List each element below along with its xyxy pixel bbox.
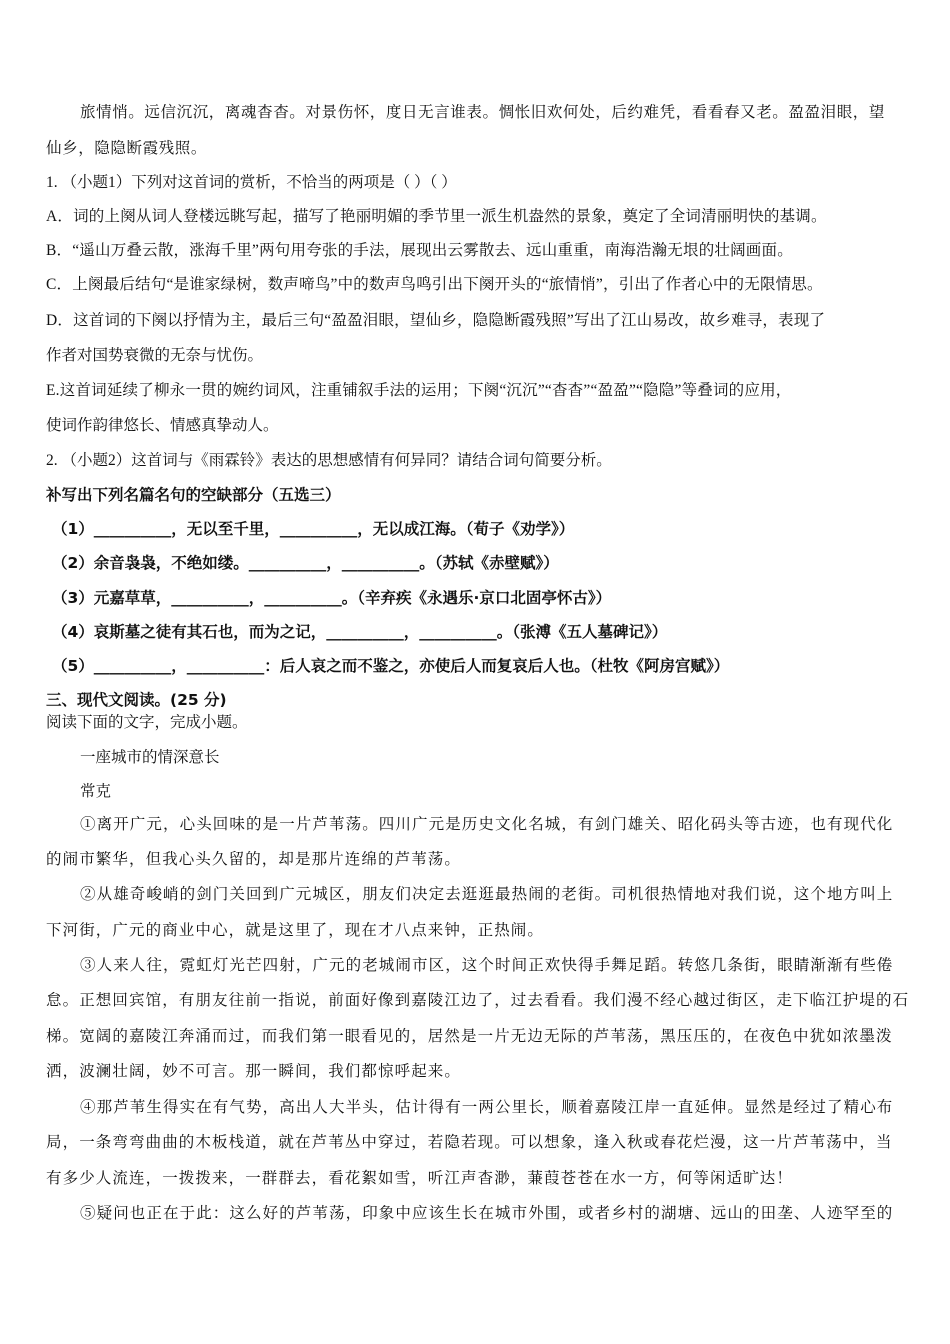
option-a: A．词的上阕从词人登楼远眺写起，描写了艳丽明媚的季节里一派生机盎然的景象，奠定了全词清丽明快的基调。 — [46, 208, 827, 225]
fill-item: （4）哀斯墓之徒有其石也，而为之记，__________，__________。（张溥《五人墓碑记》） — [52, 623, 668, 641]
article-line: 下河街，广元的商业中心，就是这里了，现在才八点来钟，正热闹。 — [46, 921, 545, 939]
section-3-instruction: 阅读下面的文字，完成小题。 — [46, 714, 248, 731]
option-e-cont: 使词作韵律悠长、情感真挚动人。 — [46, 417, 279, 434]
article-author: 常克 — [80, 782, 112, 800]
fill-item: （5）__________，__________：后人哀之而不鉴之，亦使后人而复哀后人也。（杜牧《阿房宫赋》） — [52, 657, 730, 675]
poem-line: 旅情悄。远信沉沉，离魂杳杳。对景伤怀，度日无言谁表。惆怅旧欢何处，后约难凭，看看春又老。盈盈泪眼，望 — [80, 103, 886, 121]
article-line: 怠。正想回宾馆，有朋友往前一指说，前面好像到嘉陵江边了，过去看看。我们漫不经心越过街区，走下临江护堤的石 — [46, 991, 910, 1009]
article-line: 洒，波澜壮阔，妙不可言。那一瞬间，我们都惊呼起来。 — [46, 1062, 462, 1080]
article-line: 梯。宽阔的嘉陵江奔涌而过，而我们第一眼看见的，居然是一片无边无际的芦苇荡，黑压压的，在夜色中犹如浓墨泼 — [46, 1027, 893, 1045]
poem-line: 仙乡，隐隐断霞残照。 — [46, 139, 208, 157]
fill-item: （1）__________，无以至千里，__________，无以成江海。（荀子《劝学》） — [52, 520, 575, 538]
question-1-stem: 1. （小题1）下列对这首词的赏析，不恰当的两项是（ ）（ ） — [46, 174, 457, 191]
article-line: ②从雄奇峻峭的剑门关回到广元城区，朋友们决定去逛逛最热闹的老街。司机很热情地对我们说，这个地方叫上 — [80, 885, 894, 903]
question-2: 2. （小题2）这首词与《雨霖铃》表达的思想感情有何异同？请结合词句简要分析。 — [46, 452, 612, 469]
option-c: C．上阕最后结句“是谁家绿树，数声啼鸟”中的数声鸟鸣引出下阕开头的“旅情悄”，引出了作者心中的无限情思。 — [46, 276, 823, 293]
option-d-cont: 作者对国势衰微的无奈与忧伤。 — [46, 347, 264, 364]
article-line: 的闹市繁华，但我心头久留的，却是那片连绵的芦苇荡。 — [46, 850, 462, 868]
fill-heading: 补写出下列名篇名句的空缺部分（五选三） — [46, 486, 341, 504]
article-line: ③人来人往，霓虹灯光芒四射，广元的老城闹市区，这个时间正欢快得手舞足蹈。转悠几条街，眼睛渐渐有些倦 — [80, 956, 894, 974]
option-e: E.这首词延续了柳永一贯的婉约词风，注重铺叙手法的运用；下阕“沉沉”“杳杳”“盈盈”“隐隐”等叠词的应用， — [46, 382, 792, 399]
article-title: 一座城市的情深意长 — [80, 748, 220, 766]
section-3-heading: 三、现代文阅读。(25 分) — [46, 691, 227, 709]
fill-item: （2）余音袅袅，不绝如缕。__________，__________。（苏轼《赤壁赋》） — [52, 554, 559, 572]
option-b: B．“遥山万叠云散，涨海千里”两句用夸张的手法，展现出云雾散去、远山重重，南海浩瀚无垠的壮阔画面。 — [46, 242, 793, 259]
article-line: 有多少人流连，一拨拨来，一群群去，看花絮如雪，听江声杳渺，蒹葭苍苍在水一方，何等闲适旷达！ — [46, 1169, 794, 1187]
article-line: 局，一条弯弯曲曲的木板栈道，就在芦苇丛中穿过，若隐若现。可以想象，逢入秋或春花烂漫，这一片芦苇荡中，当 — [46, 1133, 893, 1151]
article-line: ④那芦苇生得实在有气势，高出人大半头，估计得有一两公里长，顺着嘉陵江岸一直延伸。显然是经过了精心布 — [80, 1098, 894, 1116]
option-d: D．这首词的下阕以抒情为主，最后三句“盈盈泪眼，望仙乡，隐隐断霞残照”写出了江山易改，故乡难寻，表现了 — [46, 312, 826, 329]
fill-item: （3）元嘉草草，__________，__________。（辛弃疾《永遇乐·京口北固亭怀古》） — [52, 589, 612, 607]
article-line: ①离开广元，心头回味的是一片芦苇荡。四川广元是历史文化名城，有剑门雄关、昭化码头等古迹，也有现代化 — [80, 815, 894, 833]
article-line: ⑤疑问也正在于此：这么好的芦苇荡，印象中应该生长在城市外围，或者乡村的湖塘、远山的田垄、人迹罕至的 — [80, 1204, 894, 1222]
